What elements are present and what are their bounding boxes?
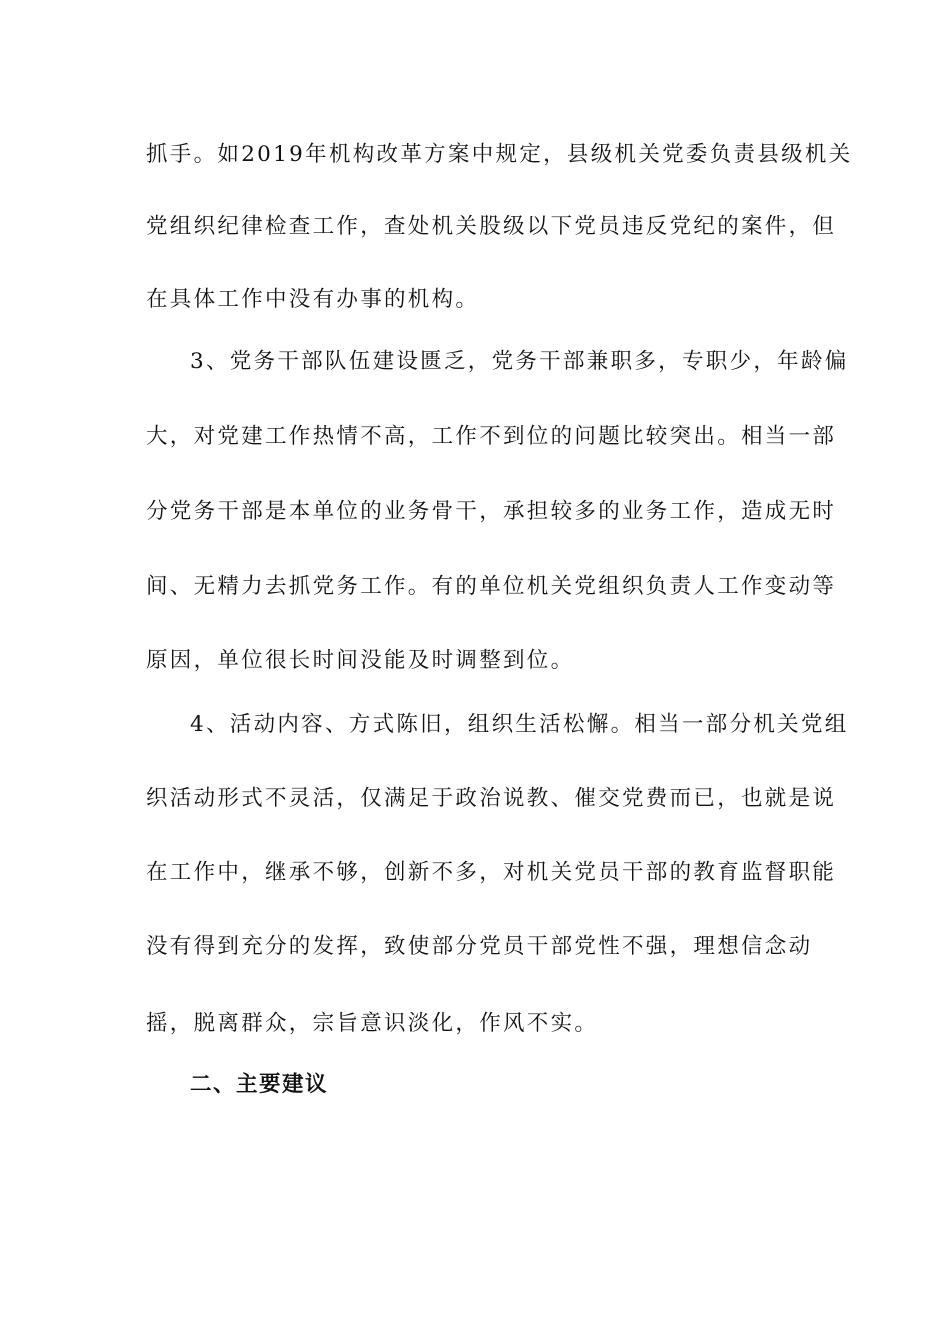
paragraph-line: 在具体工作中没有办事的机构。 xyxy=(146,287,480,312)
paragraph-line: 间、无精力去抓党务工作。有的单位机关党组织负责人工作变动等 xyxy=(146,574,837,599)
paragraph-line: 4、活动内容、方式陈旧，组织生活松懈。相当一部分机关党组 xyxy=(190,712,849,737)
paragraph-line: 原因，单位很长时间没能及时调整到位。 xyxy=(146,648,575,673)
paragraph-line: 3、党务干部队伍建设匮乏，党务干部兼职多，专职少，年龄偏 xyxy=(190,349,849,374)
paragraph-line: 没有得到充分的发挥，致使部分党员干部党性不强，理想信念动 xyxy=(146,934,813,959)
paragraph-line: 大，对党建工作热情不高，工作不到位的问题比较突出。相当一部 xyxy=(146,424,837,449)
paragraph-line: 在工作中，继承不够，创新不多，对机关党员干部的教育监督职能 xyxy=(146,860,837,885)
section-heading: 二、主要建议 xyxy=(190,1072,329,1097)
paragraph-line: 摇，脱离群众，宗旨意识淡化，作风不实。 xyxy=(146,1011,599,1036)
paragraph-line: 分党务干部是本单位的业务骨干，承担较多的业务工作，造成无时 xyxy=(146,499,837,524)
paragraph-line: 抓手。如2019年机构改革方案中规定，县级机关党委负责县级机关 xyxy=(146,142,853,167)
paragraph-line: 党组织纪律检查工作，查处机关股级以下党员违反党纪的案件，但 xyxy=(146,214,837,239)
paragraph-line: 织活动形式不灵活，仅满足于政治说教、催交党费而已，也就是说 xyxy=(146,786,837,811)
